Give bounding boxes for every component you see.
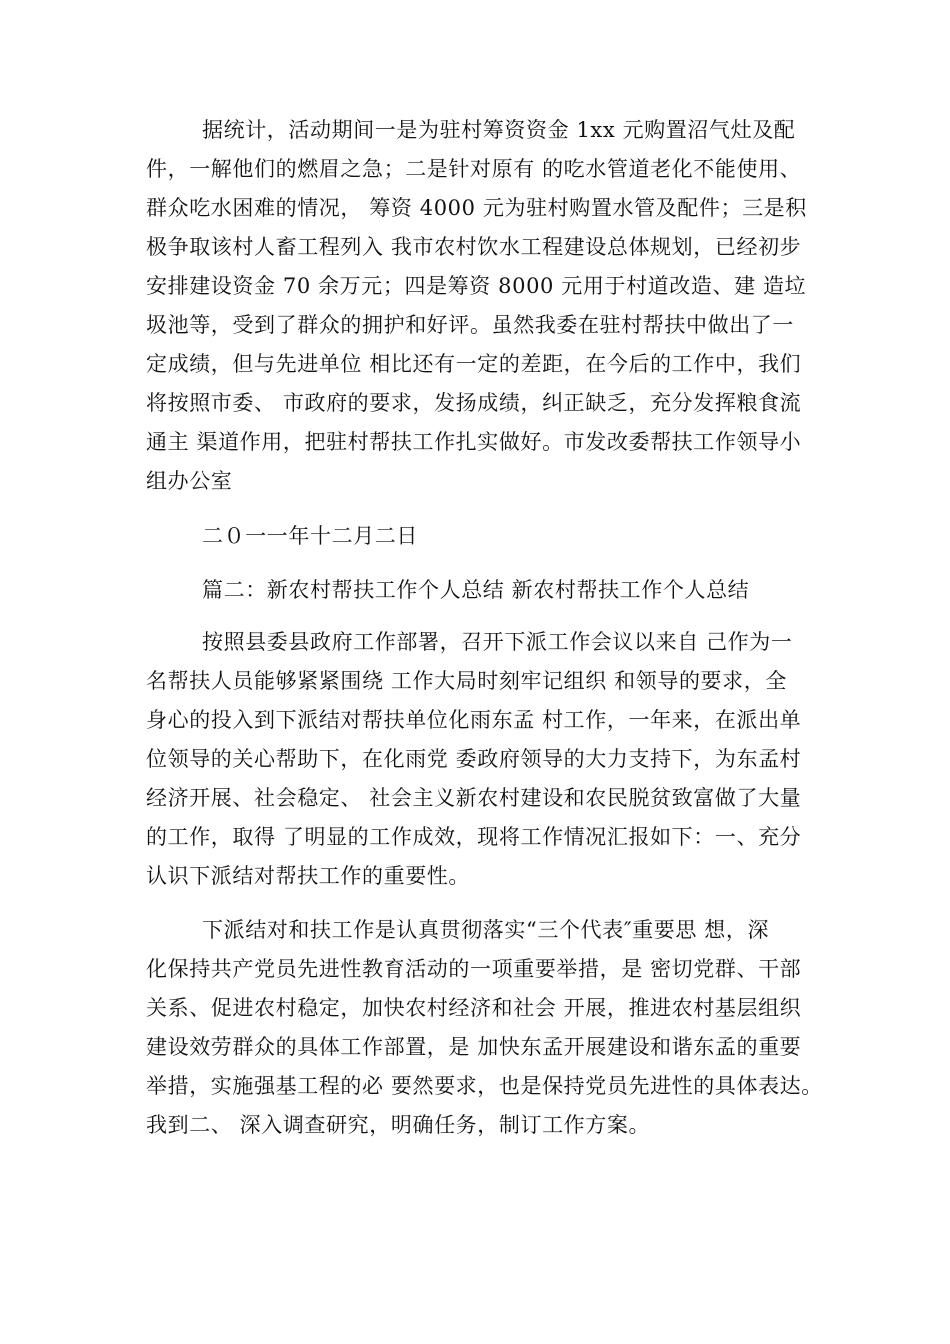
paragraph-activity-summary — [146, 111, 826, 501]
text-line: 据统计，活动期间一是为驻村筹资资金 1xx 元购置沼气灶及配 — [202, 118, 796, 142]
text-line: 名帮扶人员能够紧紧围绕 工作大局时刻牢记组织 和领导的要求，全 — [146, 669, 787, 693]
text-line: 通主 渠道作用，把驻村帮扶工作扎实做好。市发改委帮扶工作领导小 — [146, 430, 802, 454]
text-line: 我到二、 深入调查研究，明确任务，制订工作方案。 — [146, 1113, 651, 1137]
text-line: 件，一解他们的燃眉之急；二是针对原有 的吃水管道老化不能使用、 — [146, 157, 802, 181]
text-line: 位领导的关心帮助下，在化雨党 委政府领导的大力支持下，为东孟村 — [146, 747, 802, 771]
text-line: 极争取该村人畜工程列入 我市农村饮水工程建设总体规划，已经初步 — [146, 235, 802, 259]
text-line: 下派结对和扶工作是认真贯彻落实“三个代表″重要思 想，深 — [202, 918, 770, 942]
text-line: 将按照市委、 市政府的要求，发扬成绩，纠正缺乏，充分发挥粮食流 — [146, 391, 802, 415]
text-line: 按照县委县政府工作部署，召开下派工作会议以来自 己作为一 — [202, 630, 793, 654]
paragraph-importance — [146, 911, 826, 1145]
section-title: 篇二：新农村帮扶工作个人总结 新农村帮扶工作个人总结 — [202, 578, 750, 602]
text-line: 安排建设资金 70 余万元；四是筹资 8000 元用于村道改造、建 造垃 — [146, 274, 807, 298]
text-line: 群众吃水困难的情况， 筹资 4000 元为驻村购置水管及配件；三是积 — [146, 196, 807, 220]
text-line: 组办公室 — [146, 469, 233, 493]
date-line: 二０一一年十二月二日 — [202, 524, 418, 548]
text-line: 化保持共产党员先进性教育活动的一项重要举措，是 密切党群、干部 — [146, 957, 802, 981]
text-line: 经济开展、社会稳定、 社会主义新农村建设和农民脱贫致富做了大量 — [146, 786, 802, 810]
text-line: 定成绩，但与先进单位 相比还有一定的差距，在今后的工作中，我们 — [146, 352, 802, 376]
paragraph-work-deployment — [146, 623, 826, 896]
text-line: 认识下派结对帮扶工作的重要性。 — [146, 864, 470, 888]
text-line: 圾池等，受到了群众的拥护和好评。虽然我委在驻村帮扶中做出了一 — [146, 313, 794, 337]
text-line: 建设效劳群众的具体工作部置，是 加快东孟开展建设和谐东孟的重要 — [146, 1035, 802, 1059]
text-line: 举措，实施强基工程的必 要然要求，也是保持党员先进性的具体表达。 — [146, 1074, 823, 1098]
text-line: 关系、促进农村稳定，加快农村经济和社会 开展，推进农村基层组织 — [146, 996, 802, 1020]
text-line: 的工作，取得 了明显的工作成效，现将工作情况汇报如下：一、充分 — [146, 825, 802, 849]
text-line: 身心的投入到下派结对帮扶单位化雨东孟 村工作，一年来，在派出单 — [146, 708, 802, 732]
